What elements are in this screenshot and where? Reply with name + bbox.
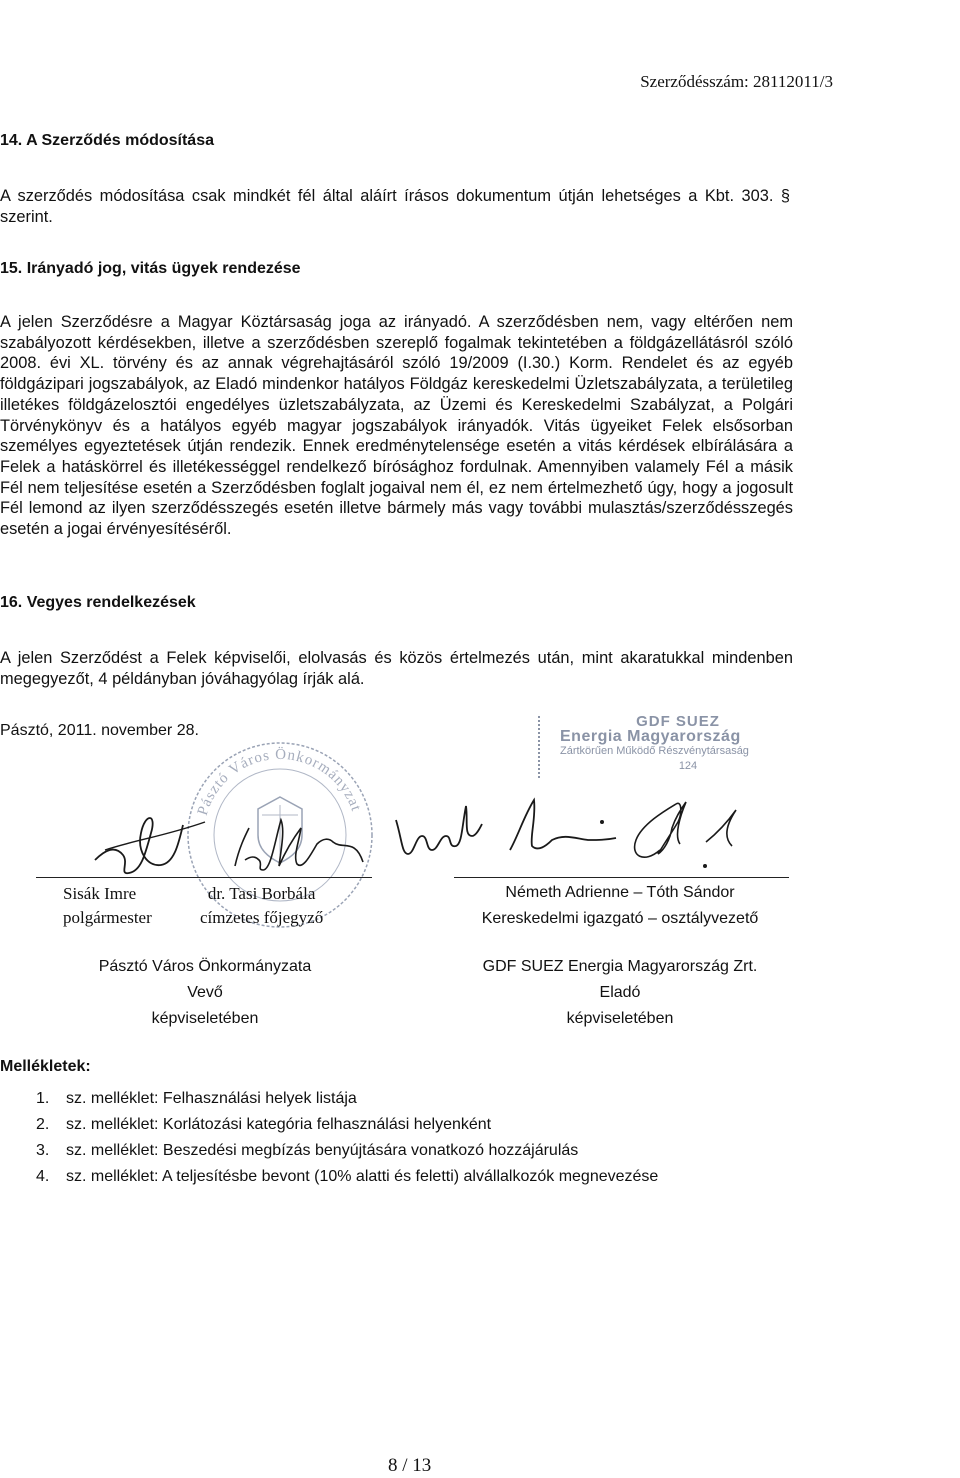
company-stamp (538, 714, 798, 774)
buyer-role: Vevő (187, 984, 223, 1001)
page-number: 8 / 13 (388, 1455, 432, 1476)
buyer-signatures (85, 790, 390, 890)
stamp-line-3: Zártkörűen Működő Részvénytársaság (560, 745, 749, 757)
attachments-title: Mellékletek: (0, 1058, 91, 1075)
place-date: Pásztó, 2011. november 28. (0, 722, 199, 739)
list-item: 3. sz. melléklet: Beszedési megbízás benyújtására vonatkozó hozzájárulás (36, 1142, 579, 1159)
section-14-heading: 14. A Szerződés módosítása (0, 132, 214, 149)
buyer-signature-line (36, 877, 372, 878)
seller-signatures (390, 780, 790, 880)
buyer-representation: képviseletében (151, 1010, 259, 1027)
buyer-signer-1-title: polgármester (63, 908, 152, 927)
buyer-signer-1-name: Sisák Imre (63, 884, 137, 903)
seller-signers (440, 880, 800, 932)
seller-names: Németh Adrienne – Tóth Sándor (505, 884, 735, 901)
section-14-body: A szerződés módosítása csak mindkét fél által aláírt írásos dokumentum útján lehetséges a Kbt. 303. § szerint. (0, 187, 790, 226)
buyer-signer-2-title: címzetes főjegyző (200, 908, 324, 927)
section-15-heading: 15. Irányadó jog, vitás ügyek rendezése (0, 260, 301, 277)
seller-signature-line (454, 877, 789, 878)
buyer-party (40, 954, 370, 1032)
buyer-signer-2-name: dr. Tasi Borbála (207, 884, 316, 903)
list-item: 2. sz. melléklet: Korlátozási kategória felhasználási helyenként (36, 1116, 492, 1133)
section-16-body: A jelen Szerződést a Felek képviselői, elolvasás és közös értelmezés után, mint akaratukkal mindenben megegyezőt, 4 példányban jóváhagyólag írják alá. (0, 649, 793, 688)
section-16-heading: 16. Vegyes rendelkezések (0, 594, 196, 611)
seller-role: Eladó (599, 984, 641, 1001)
contract-number: Szerződésszám: 28112011/3 (640, 72, 833, 91)
seller-titles: Kereskedelmi igazgató – osztályvezető (481, 910, 759, 927)
stamp-line-1: GDF SUEZ (636, 713, 720, 730)
list-item: 4. sz. melléklet: A teljesítésbe bevont (10% alatti és feletti) alvállalkozók megnevezése (36, 1168, 659, 1185)
stamp-line-4: 124 (678, 760, 698, 772)
list-item: 1. sz. melléklet: Felhasználási helyek listája (36, 1090, 357, 1107)
seller-org: GDF SUEZ Energia Magyarország Zrt. (482, 958, 758, 975)
section-15-body: A jelen Szerződésre a Magyar Köztársaság joga az irányadó. A szerződésben nem, vagy eltérően nem szabályozott kérdésekben, illetve a szerződésben szereplő fogalmak tekintetében a földgázellátásról szóló 2008. évi XL. törvény és az annak végrehajtásáról szóló 19/2009 (I.30.) Korm. Rendelet és az egyéb földgázipari jogszabályok, az Eladó mindenkor hatályos Földgáz kereskedelmi Üzletszabályzata, a területileg illetékes földgázelosztói engedélyes üzletszabályzata, az Üzemi és Kereskedelmi Szabályzat, a Polgári Törvénykönyv és a hatályos egyéb magyar jogszabályok irányadók. Vitás ügyeiket Felek elsősorban személyes egyeztetések útján rendezik. Ennek eredménytelensége esetén a vitás kérdések elbírálására a Felek a hatáskörrel és illetékességgel rendelkező bírósághoz fordulnak. Amennyiben valamely Fél a másik Fél nem teljesítése esetén a Szerződésben foglalt jogaival nem él, ez nem értelmezhető úgy, hogy a jogosult Fél lemond az ilyen szerződésszegés esetén illetve bármely más vagy további mulasztás/szerződésszegés esetén a jogai érvényesítéséről. (0, 313, 793, 539)
svg-text:Pásztó Város Önkormányzat: Pásztó Város Önkormányzat (194, 746, 364, 818)
buyer-signer-1 (63, 882, 152, 930)
buyer-org: Pásztó Város Önkormányzata (98, 958, 312, 975)
buyer-signer-2 (200, 882, 323, 930)
seller-party (440, 954, 800, 1032)
seller-representation: képviseletében (566, 1010, 674, 1027)
stamp-line-2: Energia Magyarország (560, 728, 741, 745)
